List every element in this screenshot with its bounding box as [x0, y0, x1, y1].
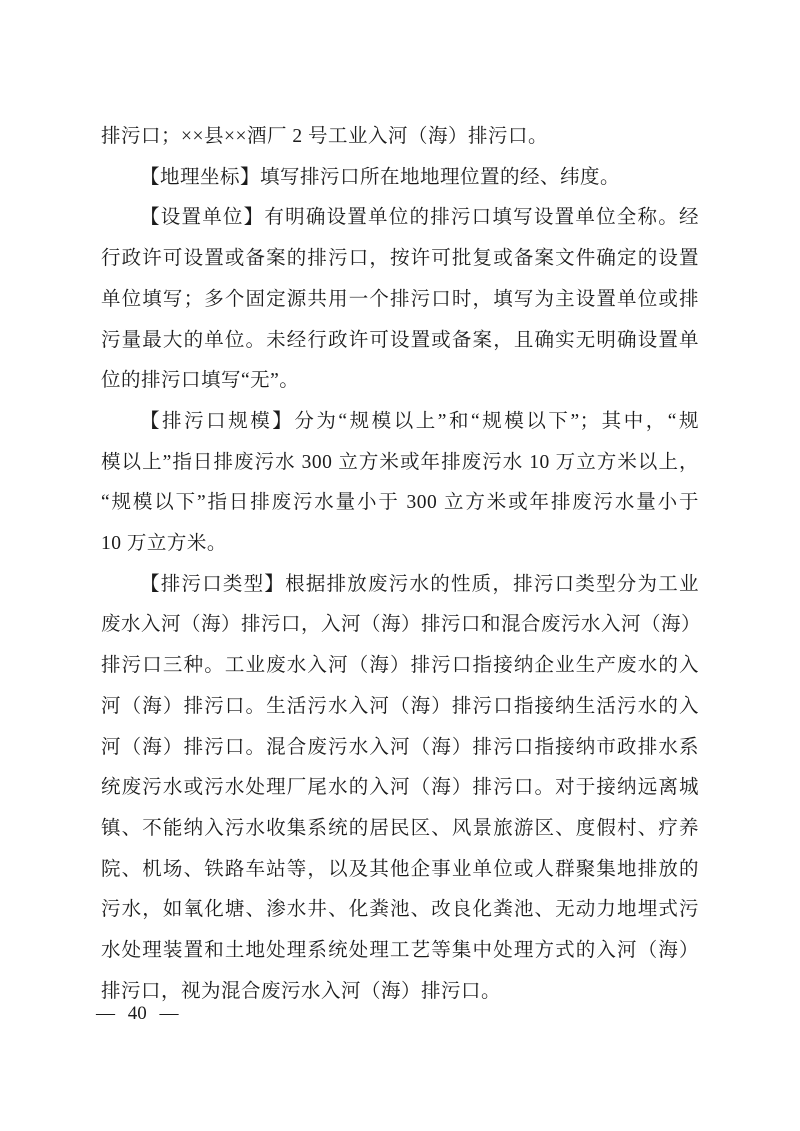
text-line: “规模以下”指日排废污水量小于 300 立方米或年排废污水量小于: [101, 492, 699, 514]
text-line: 模以上”指日排废污水 300 立方米或年排废污水 10 万立方米以上，: [101, 451, 699, 473]
text-line: 水处理装置和土地处理系统处理工艺等集中处理方式的入河（海）: [101, 940, 699, 962]
text-line: 【地理坐标】填写排污口所在地地理位置的经、纬度。: [140, 166, 621, 188]
text-line: 污量最大的单位。未经行政许可设置或备案，且确实无明确设置单: [101, 329, 699, 351]
text-line: 【设置单位】有明确设置单位的排污口填写设置单位全称。经: [140, 207, 699, 229]
text-line: 位的排污口填写“无”。: [101, 370, 300, 392]
text-line: 行政许可设置或备案的排污口，按许可批复或备案文件确定的设置: [101, 248, 699, 270]
page-number: — 40 —: [96, 1003, 179, 1024]
text-line: 【排污口规模】分为“规模以上”和“规模以下”；其中，“规: [140, 410, 699, 432]
text-line: 【排污口类型】根据排放废污水的性质，排污口类型分为工业: [140, 573, 699, 595]
text-line: 排污口；××县××酒厂 2 号工业入河（海）排污口。: [101, 126, 548, 147]
text-line: 排污口，视为混合废污水入河（海）排污口。: [101, 980, 502, 1002]
text-line: 单位填写；多个固定源共用一个排污口时，填写为主设置单位或排: [101, 288, 699, 310]
text-line: 镇、不能纳入污水收集系统的居民区、风景旅游区、度假村、疗养: [101, 817, 699, 839]
text-line: 河（海）排污口。混合废污水入河（海）排污口指接纳市政排水系: [101, 736, 699, 758]
text-line: 10 万立方米。: [101, 533, 227, 555]
text-line: 污水，如氧化塘、渗水井、化粪池、改良化粪池、无动力地埋式污: [101, 899, 699, 921]
document-body: [101, 117, 702, 1012]
text-line: 废水入河（海）排污口，入河（海）排污口和混合废污水入河（海）: [101, 614, 702, 636]
text-line: 排污口三种。工业废水入河（海）排污口指接纳企业生产废水的入: [101, 655, 699, 677]
text-line: 院、机场、铁路车站等，以及其他企事业单位或人群聚集地排放的: [101, 858, 699, 880]
text-line: 河（海）排污口。生活污水入河（海）排污口指接纳生活污水的入: [101, 695, 699, 717]
text-line: 统废污水或污水处理厂尾水的入河（海）排污口。对于接纳远离城: [101, 777, 699, 799]
